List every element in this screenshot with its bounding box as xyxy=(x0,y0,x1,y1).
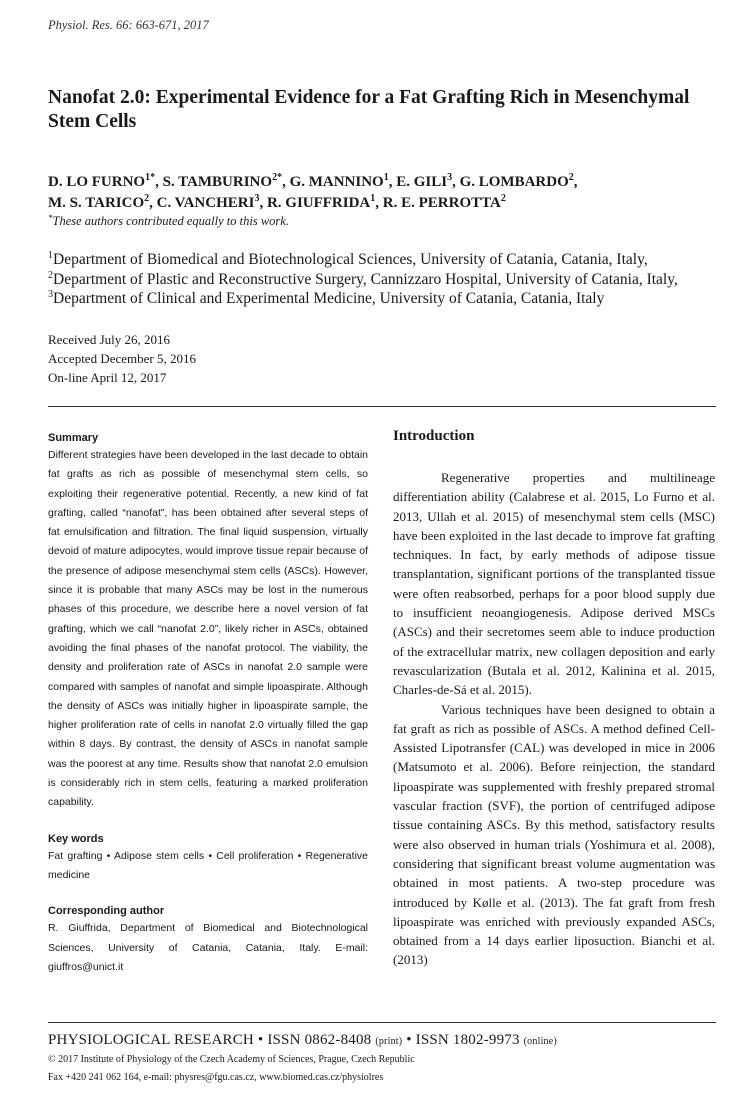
introduction-heading: Introduction xyxy=(393,428,475,444)
introduction-column xyxy=(393,426,715,970)
summary-heading: Summary xyxy=(48,432,99,444)
article-title: Nanofat 2.0: Experimental Evidence for a Fat Grafting Rich in Mesenchymal Stem Cells xyxy=(48,87,690,132)
keywords-section xyxy=(48,831,368,886)
introduction-paragraph: Regenerative properties and multilineage differentiation ability (Calabrese et al. 2015, Lo Furno et al. 2013, Ullah et al. 2015) of mesenchymal stem cells (MSC) have been exploited in the last decade to improve fat grafting techniques. In fact, by early methods of adipose tissue transplantation, significant portions of the transplanted tissue were often reabsorbed, perhaps for a poor blood supply due to insufficient neoangiogenesis. Adipose derived MSCs (ASCs) and their secretomes seem able to induce production of the extracellular matrix, new collagen deposition and early revascularization (Butala et al. 2012, Kalinina et al. 2015, Charles-de-Sá et al. 2015). xyxy=(393,470,715,698)
corresponding-heading: Corresponding author xyxy=(48,905,165,918)
introduction-paragraph: Various techniques have been designed to obtain a fat graft as rich as possible of ASCs. A method defined Cell-Assisted Lipotransfer (CAL) was developed in mice in 2006 (Matsumoto et al. 2006). Before reinjection, the standard lipoaspirate was supplemented with freshly prepared stromal vascular fraction (SVF), the portion of centrifuged adipose tissue containing ASCs. By this method, satisfactory results were also observed in human trials (Yoshimura et al. 2008), considering that significant breast volume augmentation was obtained in most patients. A two-step procedure was introduced by Kølle et al. (2013). The fat graft from fresh lipoaspirate was enriched with previously expanded ASCs, obtained from a 14 days earlier liposuction. Bianchi et al. (2013) xyxy=(393,701,715,968)
abstract-column xyxy=(48,430,368,995)
received-date: Received July 26, 2016 xyxy=(48,332,171,347)
footer-divider xyxy=(48,1022,716,1023)
corresponding-text: R. Giuffrida, Department of Biomedical and Biotechnological Sciences, University of Catania, Catania, Italy. E-mail: giuffros@unict.it xyxy=(48,922,368,973)
header-divider xyxy=(48,406,716,407)
affiliations: $^1$Department of Biomedical and Biotechnological Sciences, University of Catania, Catania, Italy, $^2$Department of Plastic and Reconstructive Surgery, Cannizzaro Hospital, University of Catania, Italy, $^3$Department of Clinical and Experimental Medicine, University of Catania, Catania, Italy xyxy=(48,250,678,307)
author: S. $TAMBURINO^{2*}$ xyxy=(162,172,283,190)
corresponding-section xyxy=(48,903,368,977)
footer-journal-line: PHYSIOLOGICAL RESEARCH • ISSN 0862-8408 (print) • ISSN 1802-9973 (online) xyxy=(48,1032,557,1048)
author-list: D. LO $FURNO^{1*}$, S. $TAMBURINO^{2*}$, G. MANNINO$^1$, E. GILI$^3$, G. LOMBARDO$^2$, M. S. TARICO$^2$, C. VANCHERI$^3$, R. GIUFFRIDA$^1$, R. E. PERROTTA$^2$ xyxy=(48,172,578,211)
online-date: On-line April 12, 2017 xyxy=(48,370,167,385)
summary-section xyxy=(48,430,368,813)
keywords-heading: Key words xyxy=(48,832,104,845)
article-dates xyxy=(48,330,196,387)
author: E. GILI$^3$ xyxy=(396,172,453,190)
author: R. GIUFFRIDA$^1$ xyxy=(266,193,376,211)
footer-contact: Fax +420 241 062 164, e-mail: physres@fgu.cas.cz, www.biomed.cas.cz/physiolres xyxy=(48,1072,384,1083)
author: R. E. PERROTTA$^2$ xyxy=(382,193,506,211)
equal-contribution-note: *These authors contributed equally to this work. xyxy=(48,213,289,228)
summary-text: Different strategies have been developed in the last decade to obtain fat grafts as rich as possible of mesenchymal stem cells, so exploiting their regenerative potential. Recently, a new kind of fat grafting, called “nanofat”, has been obtained after several steps of fat emulsification and filtration. The final liquid suspension, virtually devoid of mature adipocytes, would improve tissue repair because of the presence of adipose mesenchymal stem cells (ASCs). However, since it is probable that many ASCs may be lost in the numerous phases of this procedure, we describe here a novel version of fat grafting, which we call “nanofat 2.0”, likely richer in ASCs, obtained avoiding the final phases of the nanofat protocol. The viability, the density and proliferation rate of ASCs in nanofat 2.0 sample were compared with samples of nanofat and simple lipoaspirate. Although the density of ASCs was initially higher in lipoaspirate sample, the higher proliferation rate of cells in nanofat 2.0 virtually filled the gap within 8 days. By contrast, the density of ASCs in nanofat sample was the poorest at any time. Results show that nanofat 2.0 emulsion is considerably rich in stem cells, featuring a marked proliferation capability. xyxy=(48,449,368,809)
keywords-text: Fat grafting • Adipose stem cells • Cell proliferation • Regenerative medicine xyxy=(48,849,368,881)
author: G. LOMBARDO$^2$ xyxy=(459,172,574,190)
author: G. MANNINO$^1$ xyxy=(289,172,389,190)
accepted-date: Accepted December 5, 2016 xyxy=(48,351,196,366)
author: D. LO $FURNO^{1*}$ xyxy=(48,172,156,190)
author: C. VANCHERI$^3$ xyxy=(156,193,260,211)
footer-copyright: © 2017 Institute of Physiology of the Czech Academy of Sciences, Prague, Czech Republic xyxy=(48,1054,415,1065)
journal-citation: Physiol. Res. 66: 663-671, 2017 xyxy=(48,18,209,32)
author: M. S. TARICO$^2$ xyxy=(48,193,150,211)
